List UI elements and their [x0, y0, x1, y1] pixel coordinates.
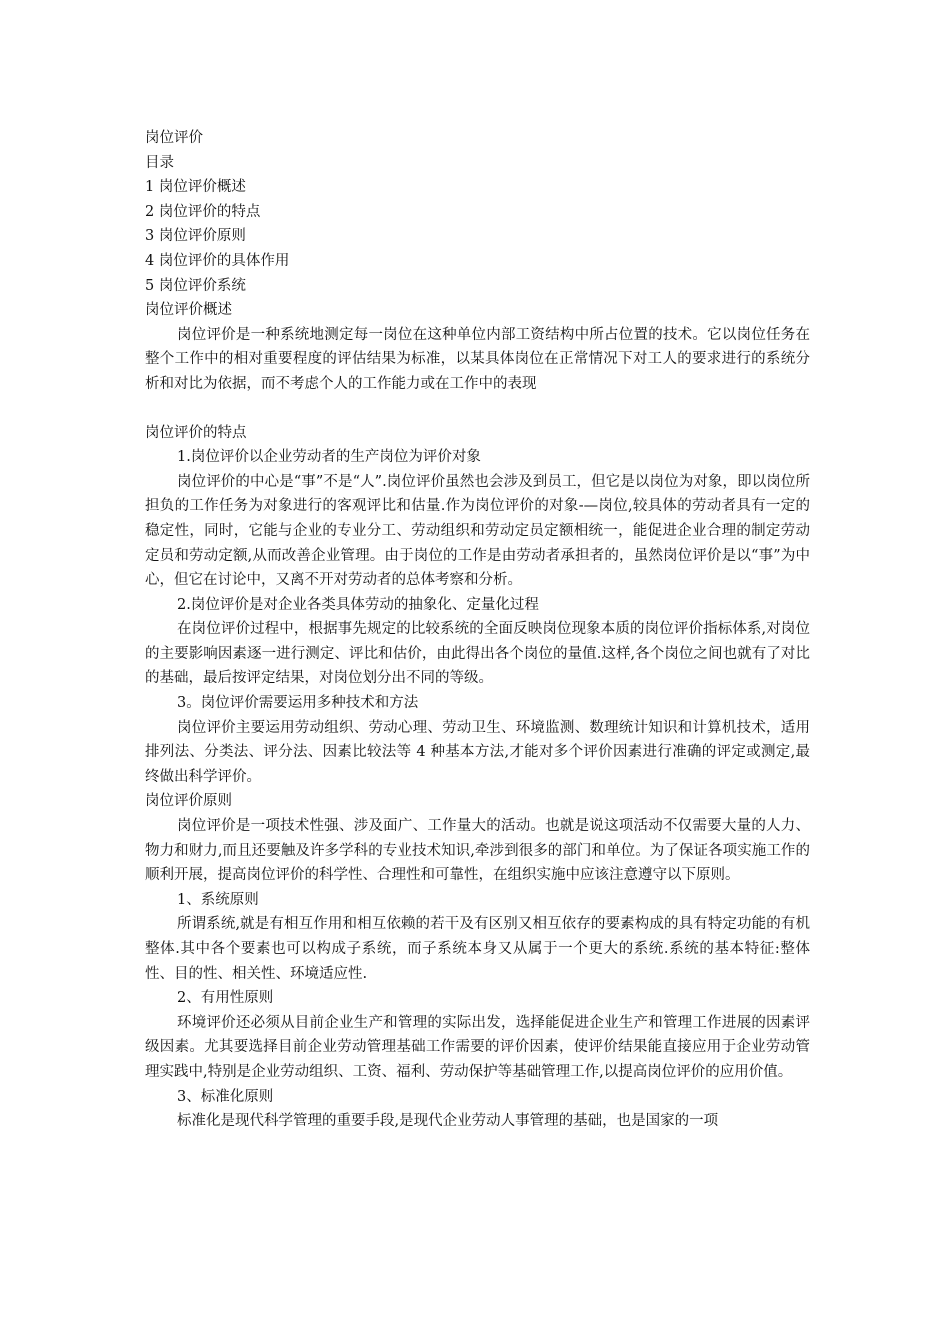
toc-item: 4 岗位评价的具体作用 [145, 252, 290, 269]
paragraph: 岗位评价主要运用劳动组织、劳动心理、劳动卫生、环境监测、数理统计知识和计算机技术，适用排列法、分类法、评分法、因素比较法等 4 种基本方法,才能对多个评价因素进行准确的评定或测定,最终做出科学评价。 [145, 719, 810, 785]
subsection-heading: 3。岗位评价需要运用多种技术和方法 [177, 695, 419, 712]
toc-heading: 目录 [145, 154, 174, 171]
subsection-heading: 2.岗位评价是对企业各类具体劳动的抽象化、定量化过程 [177, 596, 539, 613]
paragraph: 在岗位评价过程中，根据事先规定的比较系统的全面反映岗位现象本质的岗位评价指标体系,对岗位的主要影响因素逐一进行测定、评比和估价，由此得出各个岗位的量值.这样,各个岗位之间也就有了对比的基础，最后按评定结果，对岗位划分出不同的等级。 [145, 621, 810, 687]
toc-item: 2 岗位评价的特点 [145, 203, 261, 220]
toc-item: 3 岗位评价原则 [145, 228, 246, 245]
paragraph: 岗位评价是一项技术性强、涉及面广、工作量大的活动。也就是说这项活动不仅需要大量的人力、物力和财力,而且还要触及许多学科的专业技术知识,牵涉到很多的部门和单位。为了保证各项实施工作的顺利开展，提高岗位评价的科学性、合理性和可靠性，在组织实施中应该注意遵守以下原则。 [145, 818, 810, 884]
toc-item: 5 岗位评价系统 [145, 277, 246, 294]
paragraph: 环境评价还必须从目前企业生产和管理的实际出发，选择能促进企业生产和管理工作进展的因素评级因素。尤其要选择目前企业劳动管理基础工作需要的评价因素，使评价结果能直接应用于企业劳动管理实践中,特别是企业劳动组织、工资、福利、劳动保护等基础管理工作,以提高岗位评价的应用价值。 [145, 1014, 810, 1080]
subsection-heading: 2、有用性原则 [177, 990, 274, 1007]
section-heading: 岗位评价的特点 [145, 424, 247, 441]
paragraph: 标准化是现代科学管理的重要手段,是现代企业劳动人事管理的基础，也是国家的一项 [177, 1113, 719, 1130]
toc-item: 1 岗位评价概述 [145, 179, 246, 196]
subsection-heading: 3、标准化原则 [177, 1088, 274, 1105]
subsection-heading: 1、系统原则 [177, 891, 259, 908]
document-title: 岗位评价 [145, 130, 203, 146]
paragraph: 岗位评价是一种系统地测定每一岗位在这种单位内部工资结构中所占位置的技术。它以岗位任务在整个工作中的相对重要程度的评估结果为标准，以某具体岗位在正常情况下对工人的要求进行的系统分析和对比为依据，而不考虑个人的工作能力或在工作中的表现 [145, 326, 810, 392]
paragraph: 岗位评价的中心是“事”不是“人”.岗位评价虽然也会涉及到员工，但它是以岗位为对象，即以岗位所担负的工作任务为对象进行的客观评比和估量.作为岗位评价的对象-—岗位,较具体的劳动者具有一定的稳定性，同时，它能与企业的专业分工、劳动组织和劳动定员定额相统一，能促进企业合理的制定劳动定员和劳动定额,从而改善企业管理。由于岗位的工作是由劳动者承担者的，虽然岗位评价是以“事”为中心，但它在讨论中，又离不开对劳动者的总体考察和分析。 [145, 473, 810, 589]
blank-line [145, 397, 810, 421]
section-heading: 岗位评价概述 [145, 302, 232, 319]
document-body [145, 126, 810, 1134]
section-heading: 岗位评价原则 [145, 793, 232, 810]
subsection-heading: 1.岗位评价以企业劳动者的生产岗位为评价对象 [177, 449, 481, 466]
paragraph: 所谓系统,就是有相互作用和相互依赖的若干及有区别又相互依存的要素构成的具有特定功能的有机整体.其中各个要素也可以构成子系统，而子系统本身又从属于一个更大的系统.系统的基本特征:整体性、目的性、相关性、环境适应性. [145, 916, 810, 982]
